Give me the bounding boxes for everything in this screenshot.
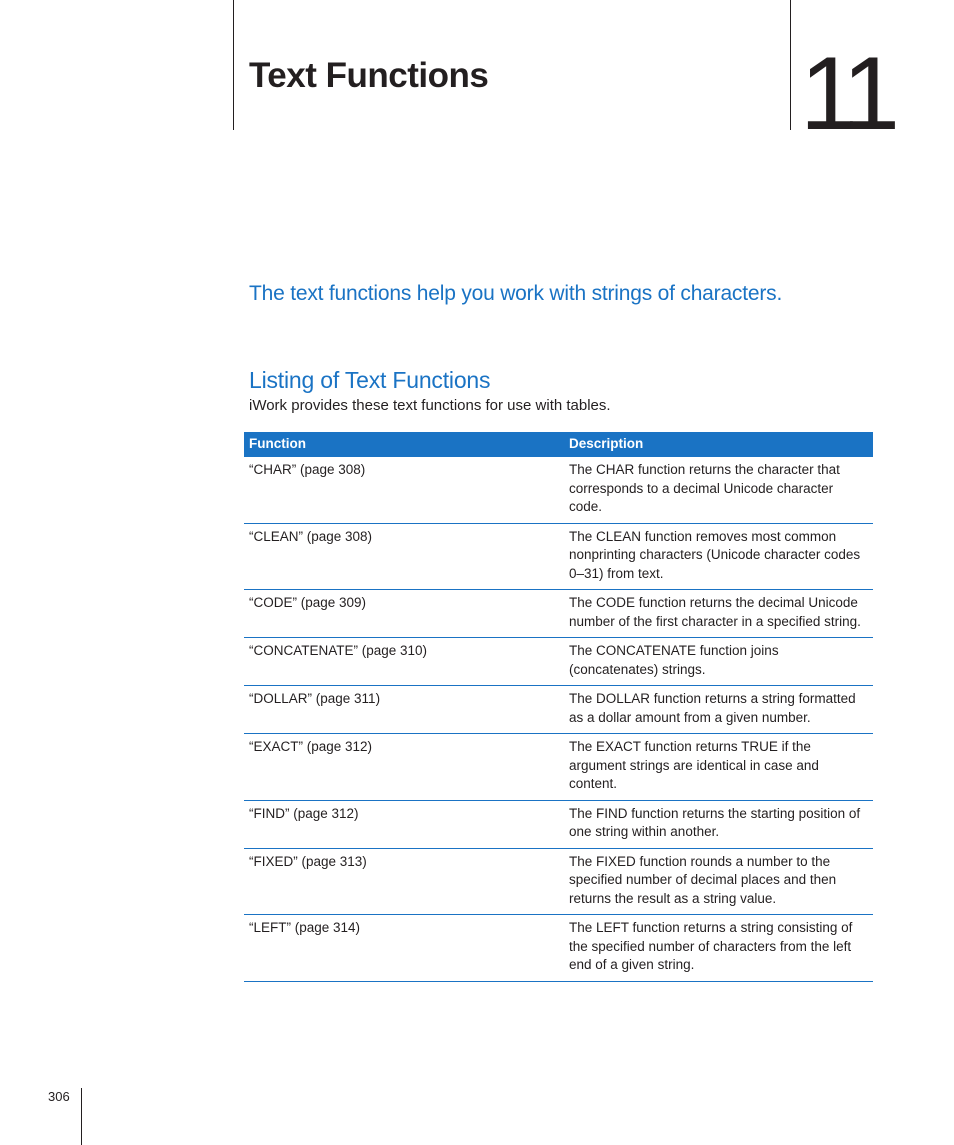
table-row — [244, 848, 873, 915]
function-reference-link[interactable]: “CONCATENATE” (page 310) — [244, 638, 550, 686]
function-reference-link[interactable]: “CLEAN” (page 308) — [244, 523, 550, 590]
table-row — [244, 800, 873, 848]
chapter-intro: The text functions help you work with strings of characters. — [249, 282, 783, 305]
chapter-number: 11 — [800, 36, 892, 152]
table-row — [244, 523, 873, 590]
function-description: The EXACT function returns TRUE if the argument strings are identical in case and content. — [550, 734, 873, 801]
chapter-title: Text Functions — [249, 56, 489, 95]
function-reference-link[interactable]: “CODE” (page 309) — [244, 590, 550, 638]
function-description: The CHAR function returns the character that corresponds to a decimal Unicode character code. — [550, 457, 873, 523]
function-reference-link[interactable]: “DOLLAR” (page 311) — [244, 686, 550, 734]
function-reference-link[interactable]: “LEFT” (page 314) — [244, 915, 550, 982]
function-description: The LEFT function returns a string consisting of the specified number of characters from the left end of a given string. — [550, 915, 873, 982]
section-body: iWork provides these text functions for use with tables. — [249, 397, 611, 414]
chapter-left-rule — [233, 0, 234, 130]
page-number: 306 — [48, 1089, 70, 1104]
function-description: The CONCATENATE function joins (concatenates) strings. — [550, 638, 873, 686]
chapter-right-rule — [790, 0, 791, 130]
table-row — [244, 638, 873, 686]
function-reference-link[interactable]: “FIXED” (page 313) — [244, 848, 550, 915]
table-row — [244, 915, 873, 982]
table-row — [244, 686, 873, 734]
function-description: The CLEAN function removes most common nonprinting characters (Unicode character codes 0–31) from text. — [550, 523, 873, 590]
function-reference-link[interactable]: “CHAR” (page 308) — [244, 457, 550, 523]
table-header-row — [244, 432, 873, 457]
function-description: The DOLLAR function returns a string formatted as a dollar amount from a given number. — [550, 686, 873, 734]
function-description: The CODE function returns the decimal Unicode number of the first character in a specified string. — [550, 590, 873, 638]
function-reference-link[interactable]: “EXACT” (page 312) — [244, 734, 550, 801]
table-body — [244, 457, 873, 981]
column-header-function: Function — [244, 432, 550, 457]
function-description: The FIXED function rounds a number to the specified number of decimal places and then returns the result as a string value. — [550, 848, 873, 915]
section-heading: Listing of Text Functions — [249, 367, 491, 393]
text-functions-table — [244, 432, 873, 982]
function-description: The FIND function returns the starting position of one string within another. — [550, 800, 873, 848]
table-row — [244, 457, 873, 523]
column-header-description: Description — [550, 432, 873, 457]
footer-rule — [81, 1088, 82, 1145]
function-reference-link[interactable]: “FIND” (page 312) — [244, 800, 550, 848]
table-row — [244, 590, 873, 638]
table-row — [244, 734, 873, 801]
